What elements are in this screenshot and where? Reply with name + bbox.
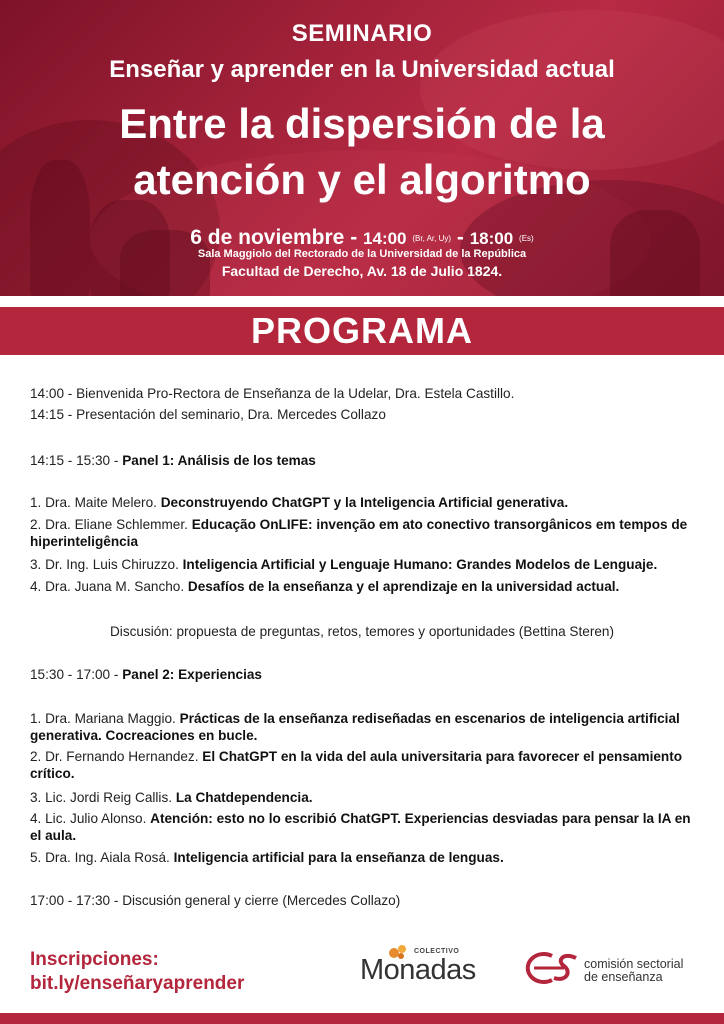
- panel2-title: Panel 2: Experiencias: [122, 667, 262, 682]
- talk-title: Prácticas de la enseñanza rediseñadas en escenarios de inteligencia artificial generativa. Cocreaciones en bucle.: [30, 711, 680, 743]
- talk-title: Educação OnLIFE: invenção em ato conectivo transorgânicos em tempos de hiperinteligência: [30, 517, 688, 549]
- event-venue: Sala Maggiolo del Rectorado de la Universidad de la República: [197, 248, 527, 260]
- panel1-title: Panel 1: Análisis de los temas: [122, 453, 316, 468]
- event-datetime: [0, 226, 724, 250]
- talk-title: Atención: esto no lo escribió ChatGPT. Experiencias desviadas para pensar la IA en el aula.: [30, 811, 691, 843]
- list-item: [30, 748, 694, 782]
- speaker: 4. Dra. Juana M. Sancho.: [30, 579, 188, 594]
- speaker: 2. Dr. Fernando Hernandez.: [30, 749, 203, 764]
- monadas-name: Monadas: [360, 954, 476, 986]
- list-item: [30, 556, 694, 573]
- talk-title: El ChatGPT en la vida del aula universitaria para favorecer el pensamiento crítico.: [30, 749, 683, 781]
- start-time-zones: (Br, Ar, Uy): [412, 233, 452, 243]
- seminar-subtitle: Enseñar y aprender en la Universidad actual: [109, 56, 615, 83]
- panel1-time: 14:15 - 15:30 -: [30, 453, 123, 468]
- seminar-title: [0, 96, 724, 208]
- bottom-bar: [0, 1013, 724, 1024]
- registration-link[interactable]: bit.ly/enseñaryaprender: [30, 973, 245, 994]
- talk-title: Desafíos de la enseñanza y el aprendizaje en la universidad actual.: [187, 579, 620, 594]
- talk-title: Deconstruyendo ChatGPT y la Inteligencia Artificial generativa.: [160, 495, 569, 510]
- list-item: [30, 710, 694, 744]
- separator: -: [451, 226, 470, 249]
- presentation-item: 14:15 - Presentación del seminario, Dra. Mercedes Collazo: [30, 407, 386, 422]
- speaker: 2. Dra. Eliane Schlemmer.: [30, 517, 192, 532]
- separator: -: [344, 226, 364, 249]
- cse-text: [584, 958, 683, 984]
- speaker: 1. Dra. Mariana Maggio.: [30, 711, 180, 726]
- event-address: Facultad de Derecho, Av. 18 de Julio 1824.: [221, 263, 503, 279]
- registration-label: Inscripciones:: [30, 949, 159, 970]
- panel2-time: 15:30 - 17:00 -: [30, 667, 123, 682]
- speaker: 5. Dra. Ing. Aiala Rosá.: [30, 850, 174, 865]
- seminar-label: SEMINARIO: [291, 20, 433, 47]
- talk-title: La Chatdependencia.: [175, 790, 313, 805]
- cse-line-2: de enseñanza: [584, 970, 663, 984]
- monadas-small-label: COLECTIVO: [414, 948, 460, 955]
- opening-item: 14:00 - Bienvenida Pro-Rectora de Enseñanza de la Udelar, Dra. Estela Castillo.: [30, 386, 515, 401]
- list-item: [30, 789, 694, 806]
- discussion-item: Discusión: propuesta de preguntas, retos, temores y oportunidades (Bettina Steren): [109, 624, 614, 639]
- end-time: 18:00: [469, 229, 514, 248]
- list-item: [30, 810, 694, 844]
- title-line-1: Entre la dispersión de la: [119, 100, 605, 147]
- speaker: 3. Lic. Jordi Reig Callis.: [30, 790, 176, 805]
- cse-line-1: comisión sectorial: [584, 957, 684, 971]
- list-item: [30, 578, 694, 595]
- monadas-logo: [358, 944, 508, 992]
- cse-emblem-icon: [524, 948, 584, 988]
- event-date: 6 de noviembre: [190, 226, 345, 249]
- list-item: [30, 516, 694, 550]
- panel1-heading: [30, 452, 694, 469]
- hero-banner: [0, 0, 724, 296]
- title-line-2: atención y el algoritmo: [133, 156, 591, 203]
- talk-title: Inteligencia Artificial y Lenguaje Humano: Grandes Modelos de Lenguaje.: [182, 557, 658, 572]
- list-item: [30, 849, 694, 866]
- speaker: 3. Dr. Ing. Luis Chiruzzo.: [30, 557, 183, 572]
- panel2-heading: [30, 666, 694, 683]
- start-time: 14:00: [363, 229, 407, 248]
- list-item: [30, 494, 694, 511]
- closing-item: 17:00 - 17:30 - Discusión general y cierre (Mercedes Collazo): [30, 893, 401, 908]
- talk-title: Inteligencia artificial para la enseñanza de lenguas.: [173, 850, 504, 865]
- registration-block: [30, 948, 244, 996]
- program-heading: PROGRAMA: [0, 307, 724, 355]
- speaker: 4. Lic. Julio Alonso.: [30, 811, 151, 826]
- end-time-zone: (Es): [519, 233, 534, 243]
- speaker: 1. Dra. Maite Melero.: [30, 495, 161, 510]
- cse-logo: [524, 948, 704, 988]
